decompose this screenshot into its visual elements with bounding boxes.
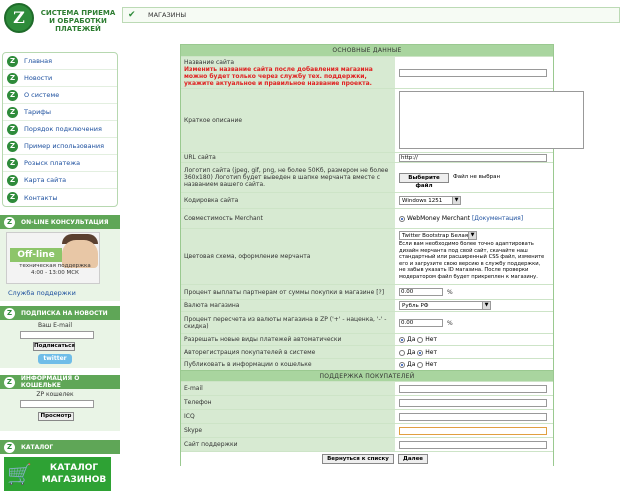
- contacts-icon: Z: [7, 192, 18, 203]
- menu-item-contacts[interactable]: Z Контакты: [3, 189, 117, 206]
- support-service-link[interactable]: Служба поддержки: [8, 289, 76, 297]
- short-desc-textarea[interactable]: [399, 91, 584, 149]
- connect-icon: Z: [7, 124, 18, 135]
- row-encoding: Кодировка сайта Windows 1251 ▼: [181, 192, 553, 208]
- wallet-label: ZP кошелек: [36, 391, 74, 398]
- chevron-down-icon: ▼: [482, 302, 490, 309]
- logo-title: СИСТЕМА ПРИЕМА И ОБРАБОТКИ ПЛАТЕЖЕЙ: [40, 9, 116, 33]
- row-icq: ICQ: [181, 409, 553, 423]
- support-header: ПОДДЕРЖКА ПОКУПАТЕЛЕЙ: [181, 370, 553, 381]
- menu-item-connect[interactable]: Z Порядок подключения: [3, 121, 117, 138]
- row-compat: Совместимость Merchant WebMoney Merchant [Документация]: [181, 208, 553, 228]
- radio-selected-icon: [399, 216, 405, 222]
- menu-item-news[interactable]: Z Новости: [3, 70, 117, 87]
- partner-percent-input[interactable]: 0.00: [399, 288, 443, 296]
- file-status: Файл не выбран: [453, 174, 501, 180]
- url-input[interactable]: http://: [399, 154, 547, 162]
- row-email: E-mail: [181, 381, 553, 395]
- theme-note: Если вам необходимо более точно адаптировать дизайн мерчанта под свой сайт, скачайте наш стандартный или расширенный CSS файл, измените его и загрузите свою версию в службу поддержки, не забыв указать ID магазина. После проверки модератором файл будет прикреплен к магазину.: [399, 241, 545, 280]
- row-site-name: Название сайта Изменить название сайта после добавления магазина можно будет только через службу тех. поддержки, укажите актуальное и правильное название проекта.: [181, 56, 553, 88]
- support-site-input[interactable]: [399, 441, 547, 449]
- choose-file-button[interactable]: Выберите файл: [399, 173, 449, 183]
- support-phone-input[interactable]: [399, 399, 547, 407]
- wallet-input[interactable]: [20, 400, 94, 408]
- subscribe-header: Z ПОДПИСКА НА НОВОСТИ: [0, 306, 120, 320]
- catalog-icon: Z: [4, 442, 15, 453]
- page-title: МАГАЗИНЫ: [148, 11, 187, 19]
- auto-pay-yes[interactable]: Да: [399, 336, 415, 343]
- publish-yes[interactable]: Да: [399, 361, 415, 368]
- main-data-header: ОСНОВНЫЕ ДАННЫЕ: [181, 45, 553, 56]
- row-support-site: Сайт поддержки: [181, 437, 553, 451]
- back-to-list-button[interactable]: Вернуться к списку: [322, 454, 394, 464]
- row-currency: Валюта магазина Рубль РФ ▼: [181, 299, 553, 311]
- row-theme: Цветовая схема, оформление мерчанта Twitter Bootstrap Белая ▼ Если вам необходимо более точно адаптировать дизайн мерчанта под свой сайт, скачайте наш стандартный или расширенный CSS файл, измените его и загрузите свою версию в службу поддержки, не забыв указать ID магазина. После проверки модератором файл будет прикреплен к магазину.: [181, 228, 553, 284]
- catalog-header: Z КАТАЛОГ: [0, 440, 120, 454]
- home-icon: Z: [7, 56, 18, 67]
- row-recalc: Процент пересчета из валюты магазина в ZP ('+' - наценка, '-' - скидка) 0.00 %: [181, 311, 553, 333]
- wallet-view-button[interactable]: Просмотр: [38, 412, 74, 421]
- search-icon: Z: [7, 158, 18, 169]
- logo[interactable]: [4, 3, 118, 43]
- offline-badge: Off-line: [10, 248, 62, 262]
- consult-header: Z ON-LINE КОНСУЛЬТАЦИЯ: [0, 215, 120, 229]
- row-url: URL сайта http://: [181, 152, 553, 162]
- encoding-select[interactable]: Windows 1251 ▼: [399, 196, 461, 205]
- example-icon: Z: [7, 141, 18, 152]
- subscribe-icon: Z: [4, 308, 15, 319]
- wallet-header: Z ИНФОРМАЦИЯ О КОШЕЛЬКЕ: [0, 375, 120, 389]
- row-auto-reg: Авторегистрация покупателей в системе Да Нет: [181, 345, 553, 358]
- main-menu: [2, 52, 118, 207]
- row-logo: Логотип сайта (jpeg, gif, png, не более 50Кб, размером не более 360x180) Логотип будет выведен в шапке мерчанта вместе с названием вашего сайта. Выберите файл Файл не выбран: [181, 162, 553, 192]
- menu-item-home[interactable]: Z Главная: [3, 53, 117, 70]
- catalog-button[interactable]: 🛒 КАТАЛОГ МАГАЗИНОВ: [4, 457, 111, 491]
- compat-radio-webmoney[interactable]: WebMoney Merchant [Документация]: [399, 215, 523, 222]
- tariff-icon: Z: [7, 107, 18, 118]
- sitemap-icon: Z: [7, 175, 18, 186]
- left-sidebar: [0, 0, 120, 501]
- menu-item-sitemap[interactable]: Z Карта сайта: [3, 172, 117, 189]
- support-skype-input[interactable]: [399, 427, 547, 435]
- next-button[interactable]: Далее: [398, 454, 428, 464]
- menu-item-search[interactable]: Z Розыск платежа: [3, 155, 117, 172]
- row-phone: Телефон: [181, 395, 553, 409]
- offline-subtitle: техническая поддержка 4:00 - 13:00 МСК: [19, 263, 91, 276]
- info-icon: Z: [7, 90, 18, 101]
- page-title-bar: [122, 7, 620, 23]
- support-icq-input[interactable]: [399, 413, 547, 421]
- cart-icon: 🛒: [7, 462, 32, 486]
- wallet-icon: Z: [4, 377, 15, 388]
- shop-form: [180, 44, 554, 466]
- chevron-down-icon: ▼: [452, 197, 460, 204]
- email-label: Ваш E-mail: [37, 322, 72, 329]
- currency-select[interactable]: Рубль РФ ▼: [399, 301, 491, 310]
- row-publish: Публиковать в информации о кошельке Да Нет: [181, 358, 553, 370]
- theme-select[interactable]: Twitter Bootstrap Белая ▼: [399, 231, 477, 240]
- auto-reg-no[interactable]: Нет: [417, 349, 437, 356]
- logo-mark: Z: [4, 3, 34, 33]
- row-skype: Skype: [181, 423, 553, 437]
- site-name-warning: Изменить название сайта после добавления магазина можно будет только через службу тех. поддержки, укажите актуальное и правильное название проекта.: [184, 65, 373, 87]
- check-icon: ✔: [128, 10, 136, 20]
- auto-pay-no[interactable]: Нет: [417, 336, 437, 343]
- recalc-percent-input[interactable]: 0.00: [399, 319, 443, 327]
- twitter-button[interactable]: twitter: [38, 354, 72, 364]
- subscribe-button[interactable]: Подписаться: [34, 343, 75, 349]
- subscribe-email-input[interactable]: [20, 331, 94, 339]
- chevron-down-icon: ▼: [468, 232, 476, 239]
- support-email-input[interactable]: [399, 385, 547, 393]
- row-short-desc: Краткое описание: [181, 88, 553, 152]
- menu-item-tariffs[interactable]: Z Тарифы: [3, 104, 117, 121]
- auto-reg-yes[interactable]: Да: [399, 349, 415, 356]
- menu-item-example[interactable]: Z Пример использования: [3, 138, 117, 155]
- row-actions: [181, 451, 553, 465]
- consult-icon: Z: [4, 217, 15, 228]
- news-icon: Z: [7, 73, 18, 84]
- site-name-input[interactable]: [399, 69, 547, 77]
- compat-doc-link[interactable]: [Документация]: [471, 215, 524, 222]
- menu-item-about[interactable]: Z О системе: [3, 87, 117, 104]
- publish-no[interactable]: Нет: [417, 361, 437, 368]
- row-auto-pay: Разрешать новые виды платежей автоматически Да Нет: [181, 333, 553, 345]
- row-partner: Процент выплаты партнерам от суммы покупки в магазине [?] 0.00 %: [181, 284, 553, 299]
